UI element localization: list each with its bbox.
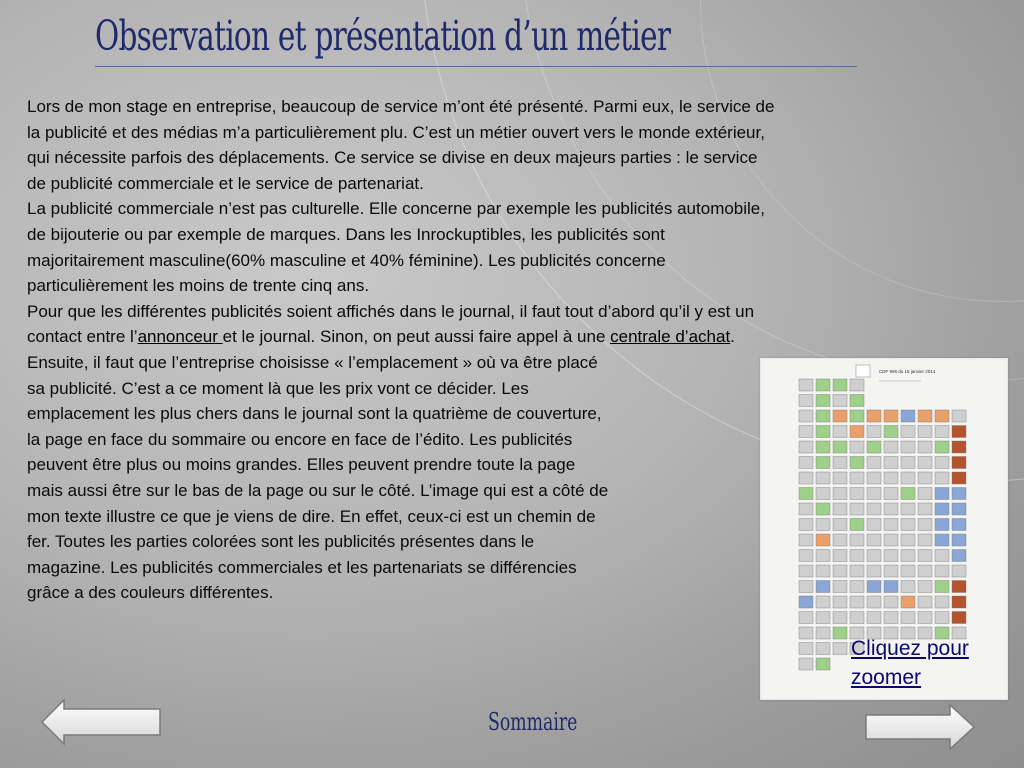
header-box [856,365,870,377]
page-thumbnail [901,472,915,484]
page-thumbnail [918,410,932,422]
text-line: Pour que les différentes publicités soient affichés dans le journal, il faut tout d’abord qu’il y est un [27,301,755,321]
page-thumbnail [833,612,847,624]
page-thumbnail [952,503,966,515]
page-thumbnail [867,426,881,438]
page-thumbnail [867,488,881,500]
page-thumbnail [901,488,915,500]
text-line: peuvent être plus ou moins grandes. Elles peuvent prendre toute la page [27,455,576,475]
page-thumbnail [901,612,915,624]
page-thumbnail [935,534,949,546]
page-thumbnail [850,596,864,608]
page-thumbnail [850,550,864,562]
page-thumbnail [918,519,932,531]
page-thumbnail [850,534,864,546]
page-thumbnail [799,395,813,407]
text-line: Lors de mon stage en entreprise, beaucoup de service m’ont été présenté. Parmi eux, le service de [27,97,775,116]
page-thumbnail [799,596,813,608]
page-thumbnail [816,519,830,531]
page-thumbnail [952,488,966,500]
page-thumbnail [901,503,915,515]
page-thumbnail [901,426,915,438]
annonceur-link[interactable]: annonceur [137,327,223,347]
page-thumbnail [884,550,898,562]
text-line: de publicité commerciale et le service de partenariat. [27,173,424,193]
page-thumbnail [952,550,966,562]
page-thumbnail [952,519,966,531]
page-thumbnail [935,612,949,624]
page-thumbnail [850,410,864,422]
zoom-link-line: zoomer [851,666,922,689]
page-thumbnail [867,457,881,469]
text-line: la page en face du sommaire ou encore en face de l’édito. Les publicités [27,429,573,449]
page-thumbnail [867,581,881,593]
page-thumbnail [952,410,966,422]
page-thumbnail [850,581,864,593]
page-thumbnail [799,658,813,670]
page-thumbnail [952,457,966,469]
text-line: sa publicité. C’est a ce moment là que les prix vont ce décider. Les [27,378,529,398]
page-thumbnail [918,581,932,593]
page-thumbnail [816,627,830,639]
page-thumbnail [850,488,864,500]
zoom-link-line: Cliquez pour [851,637,969,660]
page-thumbnail [884,488,898,500]
page-thumbnail [799,503,813,515]
text-fragment: . [730,327,735,347]
page-thumbnail [918,488,932,500]
page-thumbnail [884,565,898,577]
page-thumbnail [799,488,813,500]
page-thumbnail [918,426,932,438]
page-thumbnail [816,379,830,391]
centrale-achat-link[interactable]: centrale d’achat [610,327,731,347]
page-thumbnail [867,612,881,624]
page-thumbnail [799,643,813,655]
image-header-text: CDF 998 du 15 janvier 2014 [879,369,936,374]
text-line-with-links [27,324,977,350]
page-thumbnail [850,441,864,453]
page-thumbnail [884,519,898,531]
text-line: magazine. Les publicités commerciales et les partenariats se différencies [27,557,577,577]
page-thumbnail [816,658,830,670]
page-thumbnail [901,550,915,562]
page-thumbnail [867,472,881,484]
page-thumbnail [884,457,898,469]
page-thumbnail [901,534,915,546]
page-thumbnail [867,441,881,453]
page-thumbnail [833,379,847,391]
page-thumbnail [918,472,932,484]
page-thumbnail [935,565,949,577]
text-line: la publicité et des médias m’a particulièrement plu. C’est un métier ouvert vers le monde extérieur, [27,122,765,142]
page-thumbnail [799,565,813,577]
page-thumbnail [952,472,966,484]
page-thumbnail [850,379,864,391]
page-thumbnail [952,565,966,577]
page-thumbnail [816,410,830,422]
page-thumbnail [935,519,949,531]
right-arrow-icon [866,705,974,749]
page-thumbnail [816,612,830,624]
page-thumbnail [867,503,881,515]
text-line: Ensuite, il faut que l’entreprise choisisse « l’emplacement » où va être placé [27,352,598,372]
page-thumbnail [850,395,864,407]
page-thumbnail [935,410,949,422]
page-thumbnail [884,472,898,484]
left-arrow-icon [42,700,160,744]
text-line: emplacement les plus chers dans le journal sont la quatrième de couverture, [27,404,602,424]
text-line: qui nécessite parfois des déplacements. Ce service se divise en deux majeurs parties : le service [27,148,758,168]
page-thumbnail [816,503,830,515]
page-thumbnail [867,534,881,546]
text-line: majoritairement masculine(60% masculine et 40% féminine). Les publicités concerne [27,250,666,270]
page-thumbnail [918,534,932,546]
page-thumbnail [918,457,932,469]
page-thumbnail [816,581,830,593]
page-thumbnail [816,472,830,484]
text-line: mon texte illustre ce que je viens de dire. En effet, ceux-ci est un chemin de [27,506,596,526]
page-thumbnail [833,596,847,608]
page-thumbnail [952,596,966,608]
page-thumbnail [935,488,949,500]
page-thumbnail [816,441,830,453]
text-line: La publicité commerciale n’est pas culturelle. Elle concerne par exemple les publicités automobile, [27,199,765,219]
page-thumbnail [850,426,864,438]
previous-arrow-button[interactable] [40,698,162,746]
page-thumbnail [918,441,932,453]
zoom-link[interactable] [851,634,1011,692]
page-thumbnail [833,503,847,515]
page-thumbnail [884,612,898,624]
page-thumbnail [833,534,847,546]
page-thumbnail [833,627,847,639]
page-thumbnail [935,550,949,562]
page-thumbnail [816,596,830,608]
page-thumbnail [833,643,847,655]
page-thumbnail [799,612,813,624]
page-thumbnail [935,472,949,484]
page-thumbnail [867,410,881,422]
page-thumbnail [935,596,949,608]
page-thumbnail [850,457,864,469]
page-thumbnail [884,410,898,422]
page-thumbnail [816,426,830,438]
page-thumbnail [918,503,932,515]
page-thumbnail [833,488,847,500]
page-thumbnail [935,441,949,453]
page-thumbnail [816,565,830,577]
page-thumbnail [884,596,898,608]
page-thumbnail [816,457,830,469]
page-thumbnail [799,550,813,562]
page-thumbnail [850,565,864,577]
page-thumbnail [799,410,813,422]
page-thumbnail [816,395,830,407]
page-thumbnail [952,534,966,546]
page-thumbnail [901,410,915,422]
page-thumbnail [884,426,898,438]
page-thumbnail [833,410,847,422]
page-thumbnail [918,550,932,562]
page-thumbnail [918,612,932,624]
page-thumbnail [833,457,847,469]
page-thumbnail [816,643,830,655]
page-thumbnail [799,472,813,484]
page-thumbnail [833,519,847,531]
page-thumbnail [867,519,881,531]
text-line: de bijouterie ou par exemple de marques. Dans les Inrockuptibles, les publicités sont [27,224,665,244]
page-thumbnail [952,426,966,438]
slide-title: Observation et présentation d’un métier [95,12,671,60]
page-thumbnail [850,472,864,484]
page-thumbnail [952,581,966,593]
page-thumbnail [799,426,813,438]
page-thumbnail [816,550,830,562]
page-thumbnail [833,426,847,438]
page-thumbnail [799,441,813,453]
page-thumbnail [901,441,915,453]
text-fragment: et le journal. Sinon, on peut aussi faire appel à une [222,327,611,347]
page-thumbnail [952,612,966,624]
next-arrow-button[interactable] [864,703,976,751]
page-thumbnail [799,457,813,469]
page-thumbnail [884,581,898,593]
page-thumbnail [833,550,847,562]
page-thumbnail [799,519,813,531]
page-thumbnail [799,534,813,546]
page-thumbnail [816,488,830,500]
page-thumbnail [867,550,881,562]
page-thumbnail [833,395,847,407]
page-thumbnail [901,565,915,577]
page-thumbnail [833,565,847,577]
text-line: particulièrement les moins de trente cinq ans. [27,276,370,296]
page-thumbnail [918,596,932,608]
text-line: fer. Toutes les parties colorées sont les publicités présentes dans le [27,532,535,552]
page-thumbnail [918,565,932,577]
page-thumbnail [799,379,813,391]
page-thumbnail [884,503,898,515]
page-thumbnail [833,472,847,484]
page-thumbnail [867,596,881,608]
page-thumbnail [833,581,847,593]
page-thumbnail [901,596,915,608]
page-thumbnail [901,519,915,531]
page-thumbnail [935,426,949,438]
page-thumbnail [799,581,813,593]
page-thumbnail [867,565,881,577]
page-thumbnail [884,534,898,546]
page-thumbnail [935,457,949,469]
page-thumbnail [935,503,949,515]
title-underline [95,66,857,67]
page-thumbnail [816,534,830,546]
page-thumbnail [884,441,898,453]
page-thumbnail [935,581,949,593]
page-thumbnail [901,457,915,469]
page-thumbnail [901,581,915,593]
page-thumbnail [833,441,847,453]
sommaire-link[interactable]: Sommaire [488,708,578,736]
text-line: grâce a des couleurs différentes. [27,583,274,603]
page-thumbnail [952,441,966,453]
text-line: mais aussi être sur le bas de la page ou sur le côté. L’image qui est a côté de [27,480,609,500]
page-thumbnail [850,503,864,515]
page-thumbnail [799,627,813,639]
page-thumbnail [850,612,864,624]
text-fragment: contact entre l’ [27,327,138,347]
page-thumbnail [850,519,864,531]
